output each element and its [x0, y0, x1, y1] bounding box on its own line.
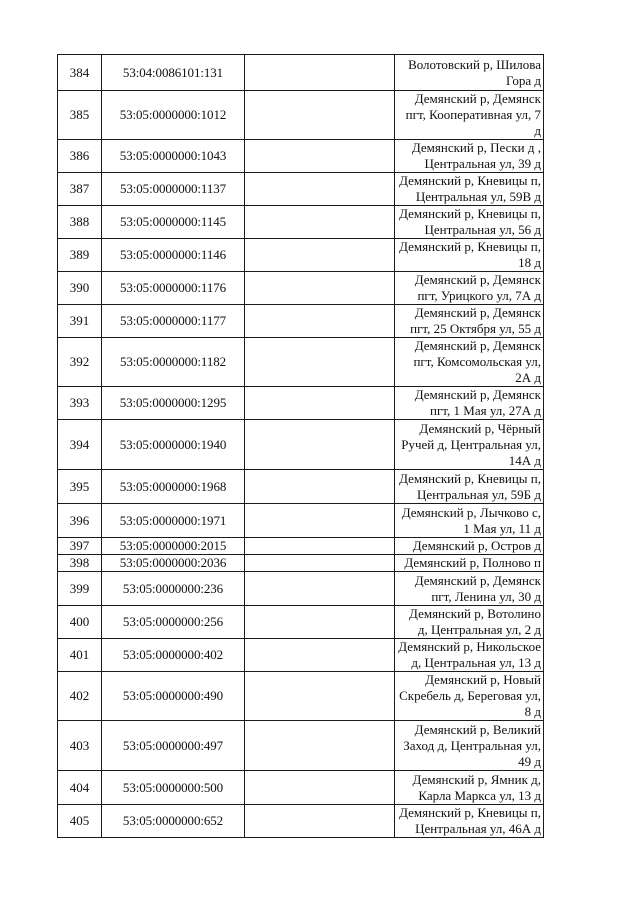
- empty-cell: [245, 606, 395, 639]
- cadastral-number: 53:05:0000000:490: [102, 672, 245, 721]
- table-row: [58, 555, 544, 572]
- table-row: [58, 672, 544, 721]
- empty-cell: [245, 387, 395, 420]
- cadastral-number: 53:05:0000000:1176: [102, 272, 245, 305]
- address: Демянский р, Кневицы п, 18 д: [395, 239, 544, 272]
- address: Демянский р, Демянск пгт, 1 Мая ул, 27А д: [395, 387, 544, 420]
- address: Демянский р, Великий Заход д, Центральная ул, 49 д: [395, 721, 544, 771]
- cadastral-number: 53:05:0000000:2015: [102, 538, 245, 555]
- address: Демянский р, Кневицы п, Центральная ул, 59Б д: [395, 470, 544, 504]
- empty-cell: [245, 721, 395, 771]
- cadastral-number: 53:05:0000000:1940: [102, 420, 245, 470]
- cadastral-number: 53:05:0000000:256: [102, 606, 245, 639]
- document-table: [57, 54, 544, 838]
- table-row: [58, 572, 544, 606]
- table-row: [58, 805, 544, 838]
- cadastral-number: 53:05:0000000:652: [102, 805, 245, 838]
- row-number: 390: [58, 272, 102, 305]
- address: Демянский р, Остров д: [395, 538, 544, 555]
- cadastral-number: 53:05:0000000:1012: [102, 91, 245, 140]
- cadastral-number: 53:05:0000000:236: [102, 572, 245, 606]
- cadastral-number: 53:05:0000000:1137: [102, 173, 245, 206]
- table-row: [58, 305, 544, 338]
- cadastral-number: 53:05:0000000:1968: [102, 470, 245, 504]
- table-row: [58, 721, 544, 771]
- row-number: 394: [58, 420, 102, 470]
- cadastral-number: 53:05:0000000:1145: [102, 206, 245, 239]
- row-number: 405: [58, 805, 102, 838]
- row-number: 385: [58, 91, 102, 140]
- address: Демянский р, Новый Скребель д, Береговая ул, 8 д: [395, 672, 544, 721]
- empty-cell: [245, 239, 395, 272]
- table-row: [58, 470, 544, 504]
- row-number: 403: [58, 721, 102, 771]
- address: Демянский р, Демянск пгт, Урицкого ул, 7А д: [395, 272, 544, 305]
- row-number: 395: [58, 470, 102, 504]
- row-number: 393: [58, 387, 102, 420]
- empty-cell: [245, 173, 395, 206]
- table-row: [58, 140, 544, 173]
- row-number: 389: [58, 239, 102, 272]
- empty-cell: [245, 91, 395, 140]
- table-row: [58, 55, 544, 91]
- row-number: 387: [58, 173, 102, 206]
- empty-cell: [245, 555, 395, 572]
- table-row: [58, 338, 544, 387]
- address: Демянский р, Пески д , Центральная ул, 39 д: [395, 140, 544, 173]
- row-number: 391: [58, 305, 102, 338]
- row-number: 404: [58, 771, 102, 805]
- address: Демянский р, Демянск пгт, 25 Октября ул, 55 д: [395, 305, 544, 338]
- table-row: [58, 206, 544, 239]
- row-number: 401: [58, 639, 102, 672]
- row-number: 388: [58, 206, 102, 239]
- row-number: 386: [58, 140, 102, 173]
- table-row: [58, 538, 544, 555]
- row-number: 392: [58, 338, 102, 387]
- address: Демянский р, Лычково с, 1 Мая ул, 11 д: [395, 504, 544, 538]
- cadastral-number: 53:05:0000000:1971: [102, 504, 245, 538]
- table-row: [58, 173, 544, 206]
- table-row: [58, 272, 544, 305]
- row-number: 402: [58, 672, 102, 721]
- row-number: 398: [58, 555, 102, 572]
- empty-cell: [245, 338, 395, 387]
- address: Демянский р, Никольское д, Центральная ул, 13 д: [395, 639, 544, 672]
- cadastral-number: 53:05:0000000:500: [102, 771, 245, 805]
- table-row: [58, 504, 544, 538]
- cadastral-number: 53:05:0000000:2036: [102, 555, 245, 572]
- table-row: [58, 771, 544, 805]
- address: Демянский р, Вотолино д, Центральная ул, 2 д: [395, 606, 544, 639]
- empty-cell: [245, 504, 395, 538]
- table-row: [58, 639, 544, 672]
- cadastral-number: 53:05:0000000:1146: [102, 239, 245, 272]
- empty-cell: [245, 470, 395, 504]
- empty-cell: [245, 639, 395, 672]
- empty-cell: [245, 305, 395, 338]
- empty-cell: [245, 805, 395, 838]
- address: Демянский р, Кневицы п, Центральная ул, 56 д: [395, 206, 544, 239]
- empty-cell: [245, 272, 395, 305]
- row-number: 396: [58, 504, 102, 538]
- address: Демянский р, Демянск пгт, Ленина ул, 30 д: [395, 572, 544, 606]
- address: Демянский р, Кневицы п, Центральная ул, 59В д: [395, 173, 544, 206]
- table-row: [58, 239, 544, 272]
- address: Демянский р, Ямник д, Карла Маркса ул, 13 д: [395, 771, 544, 805]
- address: Демянский р, Кневицы п, Центральная ул, 46А д: [395, 805, 544, 838]
- empty-cell: [245, 672, 395, 721]
- empty-cell: [245, 771, 395, 805]
- table-row: [58, 606, 544, 639]
- address: Демянский р, Полново п: [395, 555, 544, 572]
- table-row: [58, 420, 544, 470]
- cadastral-number: 53:05:0000000:1177: [102, 305, 245, 338]
- empty-cell: [245, 572, 395, 606]
- table-row: [58, 91, 544, 140]
- address: Демянский р, Демянск пгт, Кооперативная ул, 7 д: [395, 91, 544, 140]
- table-row: [58, 387, 544, 420]
- empty-cell: [245, 140, 395, 173]
- row-number: 397: [58, 538, 102, 555]
- address: Демянский р, Демянск пгт, Комсомольская ул, 2А д: [395, 338, 544, 387]
- cadastral-number: 53:05:0000000:1043: [102, 140, 245, 173]
- cadastral-number: 53:04:0086101:131: [102, 55, 245, 91]
- cadastral-number: 53:05:0000000:1295: [102, 387, 245, 420]
- empty-cell: [245, 538, 395, 555]
- empty-cell: [245, 206, 395, 239]
- address: Демянский р, Чёрный Ручей д, Центральная ул, 14А д: [395, 420, 544, 470]
- row-number: 399: [58, 572, 102, 606]
- cadastral-number: 53:05:0000000:402: [102, 639, 245, 672]
- row-number: 384: [58, 55, 102, 91]
- cadastral-number: 53:05:0000000:497: [102, 721, 245, 771]
- row-number: 400: [58, 606, 102, 639]
- empty-cell: [245, 420, 395, 470]
- cadastral-number: 53:05:0000000:1182: [102, 338, 245, 387]
- address: Волотовский р, Шилова Гора д: [395, 55, 544, 91]
- empty-cell: [245, 55, 395, 91]
